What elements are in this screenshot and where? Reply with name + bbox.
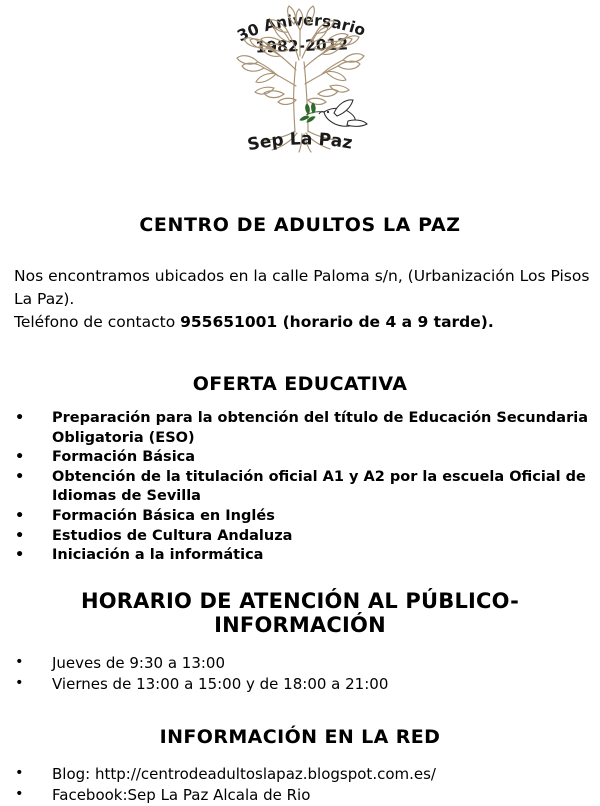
list-item-label: Iniciación a la informática xyxy=(52,547,264,564)
section-heading-horario-atencion: HORARIO DE ATENCIÓN AL PÚBLICO- INFORMACIÓN xyxy=(80,588,520,637)
bullet-icon: • xyxy=(15,674,24,691)
list-item-label: Obtención de la titulación oficial A1 y A2 por la escuela Oficial de Idiomas de Sevilla xyxy=(52,468,586,505)
bullet-icon: • xyxy=(15,410,25,426)
location-and-contact-paragraph xyxy=(0,236,600,334)
list-item xyxy=(0,546,600,566)
dove-icon xyxy=(300,100,367,127)
section-heading-oferta-educativa: OFERTA EDUCATIVA xyxy=(192,373,408,395)
bullet-icon: • xyxy=(15,468,25,485)
list-item-label: Formación Básica xyxy=(52,449,196,466)
list-item xyxy=(0,785,600,806)
list-item xyxy=(0,674,600,695)
horario-list xyxy=(0,637,600,695)
bullet-icon: • xyxy=(15,507,25,524)
tree-logo-illustration xyxy=(218,0,383,172)
bullet-icon: • xyxy=(15,764,24,781)
organization-logo xyxy=(0,0,600,175)
bullet-icon: • xyxy=(15,653,24,670)
list-item xyxy=(0,507,600,527)
list-item xyxy=(0,409,600,448)
list-item-label: Preparación para la obtención del título de Educación Secundaria Obligatoria (ESO) xyxy=(52,410,588,446)
list-item xyxy=(0,764,600,785)
list-item-label: Jueves de 9:30 a 13:00 xyxy=(52,653,226,672)
informacion-red-list xyxy=(0,748,600,806)
bullet-icon: • xyxy=(15,785,24,802)
bullet-icon: • xyxy=(15,449,25,466)
blog-url-label[interactable]: Blog: http://centrodeadultoslapaz.blogspot.com.es/ xyxy=(52,764,436,783)
list-item xyxy=(0,527,600,547)
list-item-label: Viernes de 13:00 a 15:00 y de 18:00 a 21:00 xyxy=(52,674,389,693)
list-item xyxy=(0,653,600,674)
list-item-label: Estudios de Cultura Andaluza xyxy=(52,527,293,544)
list-item xyxy=(0,448,600,468)
intro-line-1: Nos encontramos ubicados en la calle Paloma s/n, (Urbanización Los Pisos La Paz). xyxy=(14,267,590,308)
list-item-label: Formación Básica en Inglés xyxy=(52,507,275,524)
bullet-icon: • xyxy=(15,527,25,544)
logo-organization-text: Sep La Paz xyxy=(245,129,354,156)
page-title: CENTRO DE ADULTOS LA PAZ xyxy=(139,214,461,236)
section-heading-informacion-red: INFORMACIÓN EN LA RED xyxy=(159,725,441,748)
bullet-icon: • xyxy=(15,547,25,564)
logo-years-text: 1982-2012 xyxy=(255,35,349,57)
facebook-label[interactable]: Facebook:Sep La Paz Alcala de Rio xyxy=(52,785,311,804)
oferta-educativa-list xyxy=(0,395,600,566)
intro-line-2-prefix: Teléfono de contacto xyxy=(14,313,181,331)
logo-anniversary-text: 30 Aniversario xyxy=(234,11,368,46)
contact-phone: 955651001 (horario de 4 a 9 tarde). xyxy=(180,313,494,331)
list-item xyxy=(0,468,600,507)
